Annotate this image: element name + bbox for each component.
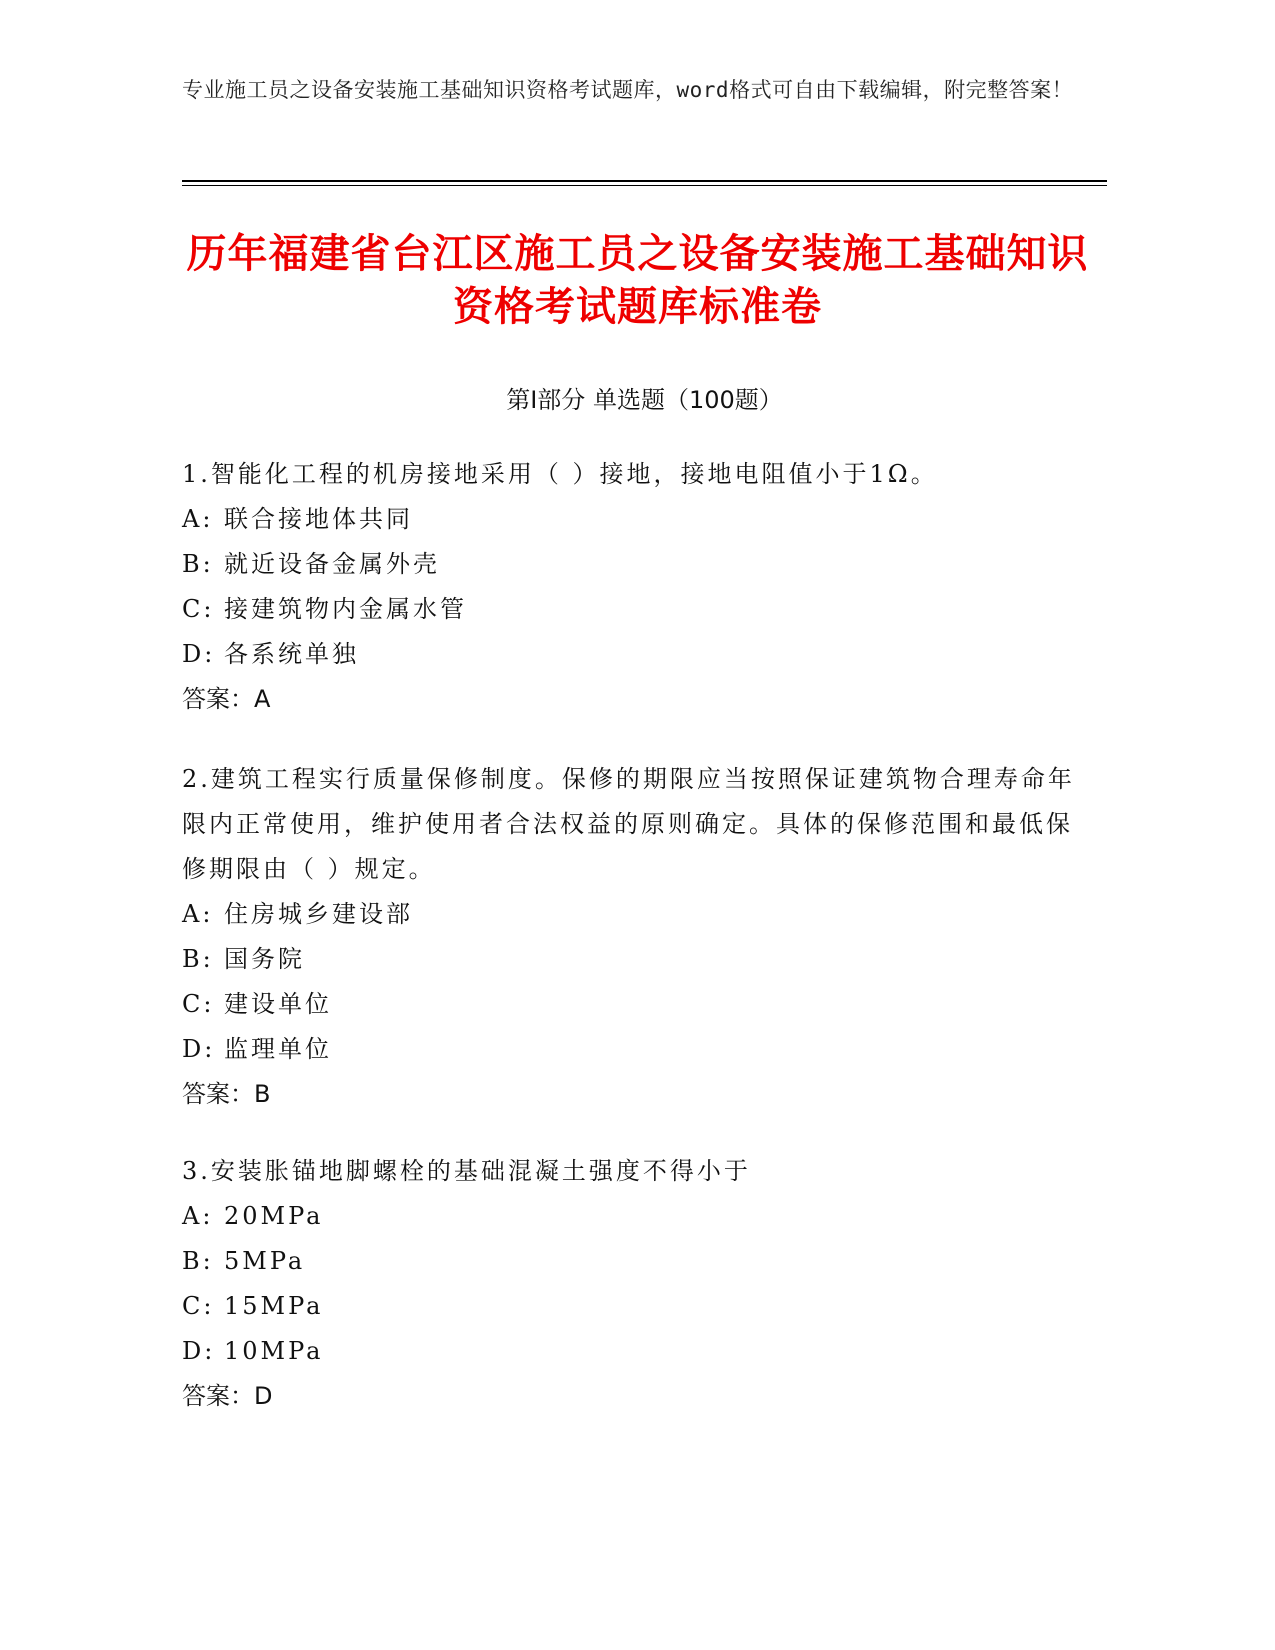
question-3 [182,1149,1082,1419]
option-b [182,542,1082,587]
option-b [182,1239,1082,1284]
option-letter: A: [182,1202,214,1230]
question-stem: 2.建筑工程实行质量保修制度。保修的期限应当按照保证建筑物合理寿命年限内正常使用，维护使用者合法权益的原则确定。具体的保修范围和最低保修期限由（ ）规定。 [182,765,1075,883]
option-text: 20MPa [224,1202,324,1230]
option-text: 10MPa [224,1337,324,1365]
option-a [182,497,1082,542]
option-c [182,1284,1082,1329]
option-letter: D: [182,640,216,668]
option-letter: A: [182,505,214,533]
answer-line: 答案：D [182,1382,273,1410]
option-c [182,982,1082,1027]
option-letter: D: [182,1035,216,1063]
option-letter: B: [182,1247,214,1275]
header-note: 专业施工员之设备安装施工基础知识资格考试题库，word格式可自由下载编辑，附完整答案！ [182,78,1074,102]
option-d [182,1027,1082,1072]
option-letter: B: [182,945,214,973]
header-divider-thick [182,180,1107,182]
question-stem: 1.智能化工程的机房接地采用（ ）接地，接地电阻值小于1Ω。 [182,460,938,488]
option-letter: D: [182,1337,216,1365]
option-letter: A: [182,900,214,928]
option-text: 接建筑物内金属水管 [224,595,467,623]
document-title: 历年福建省台江区施工员之设备安装施工基础知识资格考试题库标准卷 [186,231,1089,330]
option-b [182,937,1082,982]
question-1 [182,452,1082,722]
answer-line: 答案：A [182,685,271,713]
section-heading: 第Ⅰ部分 单选题（100题） [506,386,783,414]
option-a [182,1194,1082,1239]
option-text: 联合接地体共同 [224,505,413,533]
header-divider-thin [182,185,1107,186]
option-text: 住房城乡建设部 [224,900,413,928]
option-d [182,632,1082,677]
question-2 [182,757,1082,1117]
option-text: 建设单位 [224,990,332,1018]
option-text: 监理单位 [224,1035,332,1063]
question-stem: 3.安装胀锚地脚螺栓的基础混凝土强度不得小于 [182,1157,751,1185]
option-text: 15MPa [224,1292,324,1320]
option-letter: B: [182,550,214,578]
option-letter: C: [182,990,215,1018]
option-letter: C: [182,595,215,623]
option-text: 5MPa [224,1247,306,1275]
option-text: 国务院 [224,945,305,973]
answer-line: 答案：B [182,1080,271,1108]
option-d [182,1329,1082,1374]
option-text: 各系统单独 [224,640,359,668]
option-a [182,892,1082,937]
option-c [182,587,1082,632]
option-letter: C: [182,1292,215,1320]
option-text: 就近设备金属外壳 [224,550,440,578]
